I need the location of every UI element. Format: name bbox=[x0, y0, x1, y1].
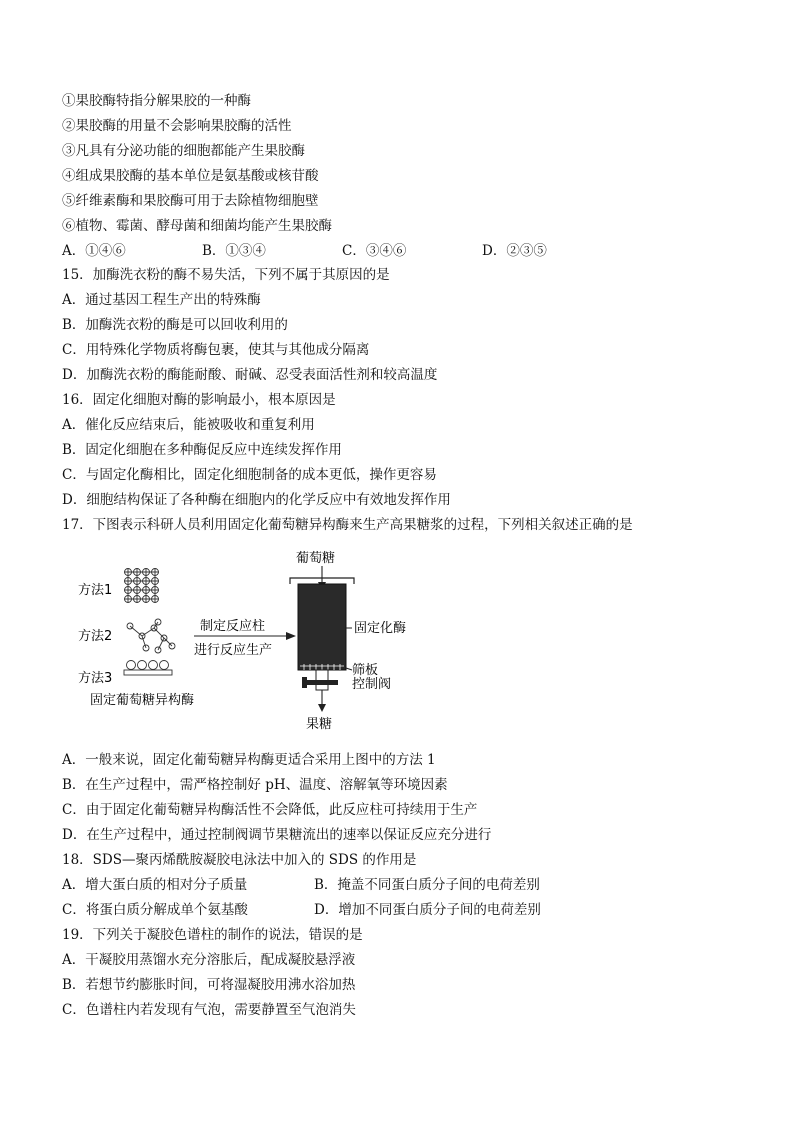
q18-option-a: A．增大蛋白质的相对分子质量 bbox=[62, 877, 248, 893]
q19-option-b: B．若想节约膨胀时间，可将湿凝胶用沸水浴加热 bbox=[62, 977, 356, 993]
q15-option-c: C．用特殊化学物质将酶包裹，使其与其他成分隔离 bbox=[62, 342, 370, 358]
valve-handle bbox=[306, 680, 338, 685]
q17-diagram bbox=[60, 548, 500, 738]
q16-option-a: A．催化反应结束后，能被吸收和重复利用 bbox=[62, 417, 315, 433]
method3-adsorption-icon bbox=[124, 661, 172, 676]
q19-stem: 19．下列关于凝胶色谱柱的制作的说法，错误的是 bbox=[62, 927, 363, 943]
statement-1: ①果胶酶特指分解果胶的一种酶 bbox=[62, 93, 251, 109]
arrow-bottom-label: 进行反应生产 bbox=[194, 643, 273, 658]
statement-3: ③凡具有分泌功能的细胞都能产生果胶酶 bbox=[62, 143, 305, 159]
output-arrow-head bbox=[318, 704, 326, 712]
q16-option-b: B．固定化细胞在多种酶促反应中连续发挥作用 bbox=[62, 442, 342, 458]
statement-4: ④组成果胶酶的基本单位是氨基酸或核苷酸 bbox=[62, 168, 319, 184]
q19-option-c: C．色谱柱内若发现有气泡，需要静置至气泡消失 bbox=[62, 1002, 356, 1018]
method3-label: 方法3 bbox=[78, 671, 113, 686]
arrow-top-label: 制定反应柱 bbox=[200, 619, 266, 634]
q14-option-c: C．③④⑥ bbox=[342, 243, 407, 259]
q18-option-b: B．掩盖不同蛋白质分子间的电荷差别 bbox=[314, 877, 540, 893]
process-arrow-head bbox=[286, 632, 296, 640]
q17-option-b: B．在生产过程中，需严格控制好 pH、温度、溶解氧等环境因素 bbox=[62, 777, 448, 793]
statement-5: ⑤纤维素酶和果胶酶可用于去除植物细胞壁 bbox=[62, 193, 319, 209]
q17-option-c: C．由于固定化葡萄糖异构酶活性不会降低，此反应柱可持续用于生产 bbox=[62, 802, 478, 818]
q15-option-a: A．通过基因工程生产出的特殊酶 bbox=[62, 292, 261, 308]
method2-crosslink-icon bbox=[127, 619, 175, 653]
statement-6: ⑥植物、霉菌、酵母菌和细菌均能产生果胶酶 bbox=[62, 218, 332, 234]
q17-option-d: D．在生产过程中，通过控制阀调节果糖流出的速率以保证反应充分进行 bbox=[62, 827, 492, 843]
enzyme-label: 固定葡萄糖异构酶 bbox=[90, 693, 195, 708]
valve-knob bbox=[302, 677, 307, 688]
q18-option-c: C．将蛋白质分解成单个氨基酸 bbox=[62, 902, 248, 918]
q15-option-b: B．加酶洗衣粉的酶是可以回收利用的 bbox=[62, 317, 288, 333]
q18-stem: 18．SDS—聚丙烯酰胺凝胶电泳法中加入的 SDS 的作用是 bbox=[62, 852, 417, 868]
method1-label: 方法1 bbox=[78, 583, 113, 598]
q19-option-a: A．干凝胶用蒸馏水充分溶胀后，配成凝胶悬浮液 bbox=[62, 952, 356, 968]
statement-2: ②果胶酶的用量不会影响果胶酶的活性 bbox=[62, 118, 292, 134]
input-label: 葡萄糖 bbox=[296, 551, 336, 566]
q16-option-c: C．与固定化酶相比，固定化细胞制备的成本更低，操作更容易 bbox=[62, 467, 437, 483]
q15-option-d: D．加酶洗衣粉的酶能耐酸、耐碱、忍受表面活性剂和较高温度 bbox=[62, 367, 438, 383]
method2-label: 方法2 bbox=[78, 629, 113, 644]
q17-stem: 17．下图表示科研人员利用固定化葡萄糖异构酶来生产高果糖浆的过程，下列相关叙述正确的是 bbox=[62, 517, 633, 533]
q15-stem: 15．加酶洗衣粉的酶不易失活，下列不属于其原因的是 bbox=[62, 267, 390, 283]
valve-label: 控制阀 bbox=[352, 677, 392, 692]
sieve-label: 筛板 bbox=[352, 663, 379, 678]
q14-option-a: A．①④⑥ bbox=[62, 243, 126, 259]
reaction-column bbox=[298, 584, 346, 670]
q16-option-d: D．细胞结构保证了各种酶在细胞内的化学反应中有效地发挥作用 bbox=[62, 492, 451, 508]
q14-option-b: B．①③④ bbox=[202, 243, 266, 259]
q16-stem: 16．固定化细胞对酶的影响最小，根本原因是 bbox=[62, 392, 336, 408]
q17-option-a: A．一般来说，固定化葡萄糖异构酶更适合采用上图中的方法 1 bbox=[62, 752, 436, 768]
method1-grid-icon bbox=[124, 568, 159, 603]
column-label: 固定化酶 bbox=[354, 621, 407, 636]
q14-option-d: D．②③⑤ bbox=[482, 243, 547, 259]
output-label: 果糖 bbox=[306, 717, 333, 732]
q18-option-d: D．增加不同蛋白质分子间的电荷差别 bbox=[314, 902, 541, 918]
